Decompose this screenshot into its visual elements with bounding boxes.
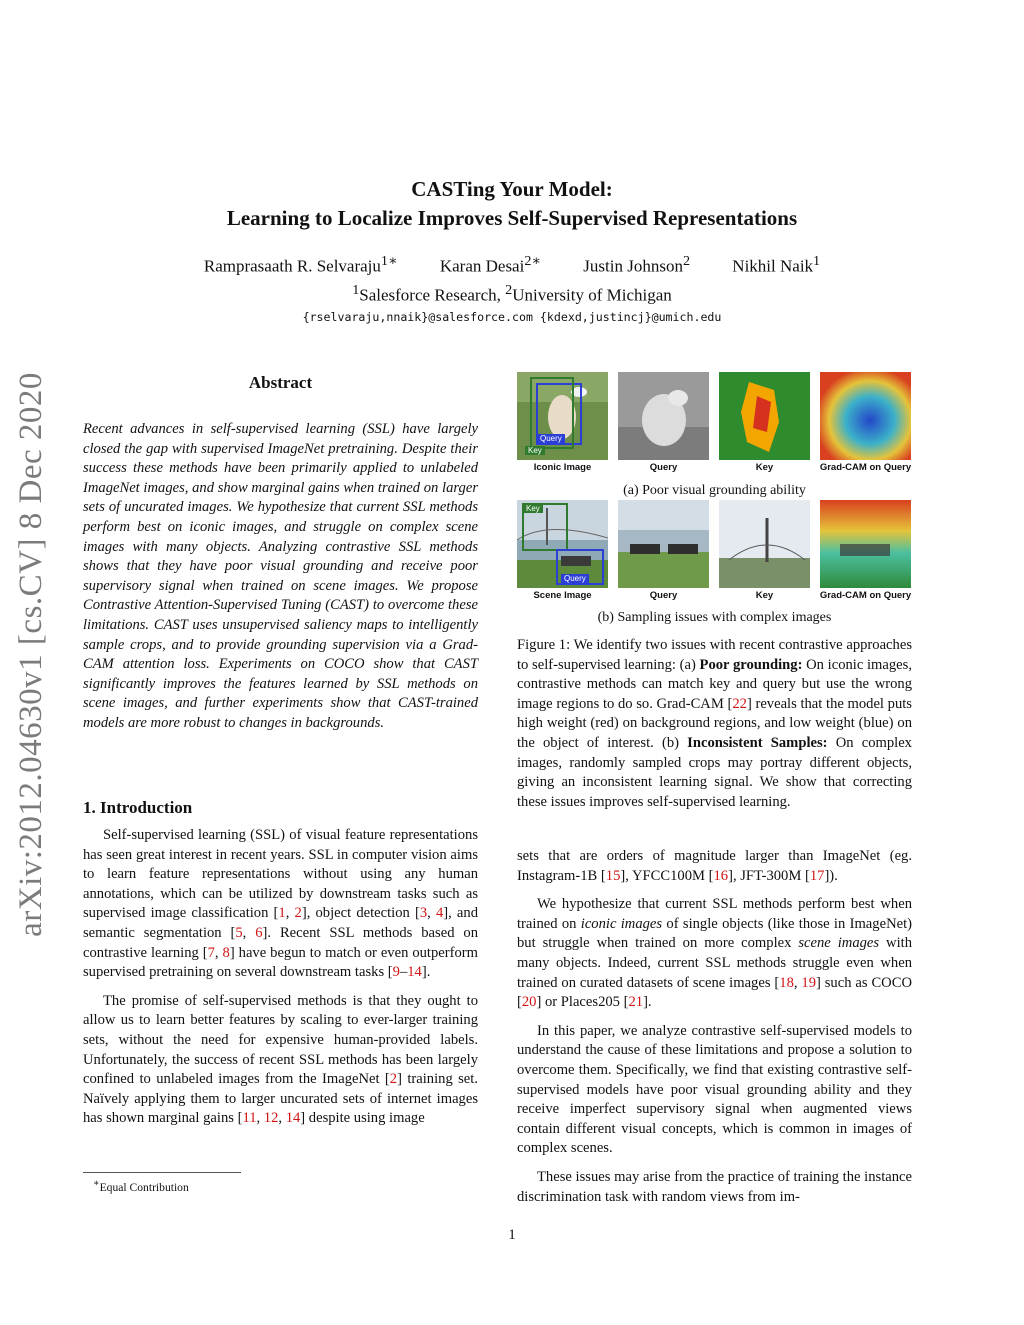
author: Karan Desai$^{2∗}$ [439, 253, 542, 276]
author-emails: {rselvaraju,nnaik}@salesforce.com {kdexd,justincj}@umich.edu [302, 310, 722, 324]
citation-link[interactable]: 9 [392, 964, 400, 981]
affiliations: $^1$Salesforce Research, $^2$University of Michigan [352, 282, 672, 305]
arxiv-stamp-text: arXiv:2012.04630v1 [cs.CV] 8 Dec 2020 [12, 372, 49, 937]
panel-label: Query [649, 590, 678, 601]
intro-body [83, 826, 478, 1138]
abstract-text: Recent advances in self-supervised learning (SSL) have largely closed the gap with supervised ImageNet pretraining. Despite their success these methods have been primarily applied to unlabeled ImageNet images, and show marginal gains when trained on larger sets of uncurated images. We hypothesize that current SSL methods perform best on iconic images, and struggle on complex scene images with many objects. Analyzing contrastive SSL methods shows that they have poor visual grounding and receive poor supervisory signal when trained on scene images. We propose Contrastive Attention-Supervised Tuning (CAST) to overcome these limitations. CAST uses unsupervised saliency maps to intelligently sample crops, and to provide grounding supervision via a Grad-CAM attention loss. Experiments on COCO show that CAST significantly improves the features learned by SSL methods on scene images, and further experiments show that CAST-trained models are more robust to changes in backgrounds. [83, 421, 478, 731]
citation-link[interactable]: 12 [263, 1110, 279, 1127]
panel-label: Grad-CAM on Query [819, 462, 912, 473]
page-number: 1 [508, 1227, 516, 1243]
citation-link[interactable]: 11 [242, 1110, 257, 1127]
intro-paragraph-1: Self-supervised learning (SSL) of visual feature representations has seen great interest in recent years. SSL in computer vision aims to learn feature representations without using any human annotations, which can be utilized by downstream tasks such as supervised image classification [1, 2], object detection [3, 4], and semantic segmentation [5, 6]. Recent SSL methods based on contrastive learning [7, 8] have begun to match or even outperform supervised pretraining on several downstream tasks [9–14]. [83, 827, 478, 981]
intro-paragraph-2: The promise of self-supervised methods is that they ought to allow us to learn better features by scaling to ever-larger training sets, without the need for expensive human-provided labels. Unfortunately, the success of recent SSL methods has been largely confined to unlabeled images from the ImageNet [2] training set. Naïvely applying them to larger uncurated sets of internet images has shown marginal gains [11, 12, 14] despite using image [83, 992, 478, 1127]
citation-link[interactable]: 3 [419, 905, 428, 922]
author: Ramprasaath R. Selvaraju$^{1∗}$ [203, 253, 398, 276]
title-line-1: CASTing Your Model: [411, 177, 613, 201]
panel-label: Key [755, 590, 774, 601]
title-line-2: Learning to Localize Improves Self-Supervised Representations [226, 206, 798, 230]
footnote-rule [83, 1172, 241, 1173]
query-crop-image [618, 500, 709, 588]
citation-link[interactable]: 20 [521, 994, 537, 1011]
citation-link[interactable]: 16 [713, 867, 729, 884]
grad-cam-heatmap [820, 500, 911, 588]
citation-link[interactable]: 15 [605, 867, 621, 884]
body-paragraph: sets that are orders of magnitude larger than ImageNet (eg. Instagram-1B [15], YFCC100M [16], JFT-300M [17]). [517, 848, 912, 884]
query-box-label: Query [537, 434, 565, 443]
query-crop-image [618, 372, 709, 460]
key-box-label: Key [525, 446, 545, 455]
grad-cam-heatmap [820, 372, 911, 460]
panel-label: Key [755, 462, 774, 473]
citation-link[interactable]: 7 [207, 944, 215, 961]
citation-link[interactable]: 14 [285, 1110, 301, 1127]
panel-label: Grad-CAM on Query [819, 590, 912, 601]
subfigure-caption-b: (b) Sampling issues with complex images [597, 610, 832, 625]
key-crop-image [719, 372, 810, 460]
right-column-body [517, 847, 912, 1216]
panel-label: Iconic Image [533, 462, 592, 473]
arxiv-stamp [2, 352, 60, 957]
author: Nikhil Naik$^1$ [732, 253, 821, 276]
scene-image [517, 500, 608, 588]
citation-link[interactable]: 2 [294, 905, 302, 922]
citation-link[interactable]: 8 [222, 944, 230, 961]
citation-link[interactable]: 2 [389, 1071, 398, 1088]
footnote: ∗Equal Contribution [93, 1178, 189, 1194]
citation-link[interactable]: 17 [809, 867, 825, 884]
figure-caption: Figure 1: We identify two issues with recent contrastive approaches to self-supervised learning: (a) Poor grounding: On iconic images, contrastive methods can match key and query but use the wrong image regions to do so. Grad-CAM [22] reveals that the model puts high weight (red) on background regions, and low weight (blue) on the object of interest. (b) Inconsistent Samples: On complex images, randomly sampled crops may portray different objects, giving an inconsistent learning signal. We show that correcting these issues improves self-supervised learning. [517, 637, 912, 810]
citation-link[interactable]: 19 [801, 974, 816, 991]
body-paragraph: These issues may arise from the practice of training the instance discrimination task with random views from im- [517, 1168, 912, 1205]
abstract-heading: Abstract [248, 373, 313, 392]
citation-link[interactable]: 6 [255, 924, 263, 941]
panel-label: Query [649, 462, 678, 473]
paper-title [0, 175, 1024, 233]
body-paragraph: In this paper, we analyze contrastive self-supervised models to understand the cause of these limitations and propose a solution to overcome them. Specifically, we find that existing contrastive self-supervised models have poor visual grounding ability and they receive imperfect supervisory signal when augmented views contain different visual concepts, which is common in images of complex scenes. [517, 1022, 912, 1157]
author-list [0, 253, 1024, 277]
citation-link[interactable]: 22 [732, 695, 747, 712]
key-box-label: Key [523, 504, 543, 513]
intro-heading: 1. Introduction [83, 798, 193, 817]
subfigure-caption-a: (a) Poor visual grounding ability [623, 483, 806, 498]
figure-row-b [517, 500, 912, 601]
key-crop-image [719, 500, 810, 588]
figure-row-a [517, 372, 912, 473]
citation-link[interactable]: 18 [779, 974, 794, 991]
citation-link[interactable]: 14 [407, 964, 422, 981]
panel-label: Scene Image [533, 590, 592, 601]
citation-link[interactable]: 1 [278, 905, 286, 922]
iconic-image [517, 372, 608, 460]
query-box-label: Query [561, 574, 589, 583]
citation-link[interactable]: 4 [435, 905, 444, 922]
author: Justin Johnson$^2$ [583, 253, 691, 276]
citation-link[interactable]: 5 [235, 924, 243, 941]
citation-link[interactable]: 21 [628, 994, 644, 1011]
body-paragraph: We hypothesize that current SSL methods perform best when trained on iconic images of single objects (like those in ImageNet) but struggle when trained on more complex scene images with many objects. Indeed, current SSL methods struggle even when trained on curated datasets of scene images [18, 19] such as COCO [20] or Places205 [21]. [517, 896, 913, 1011]
